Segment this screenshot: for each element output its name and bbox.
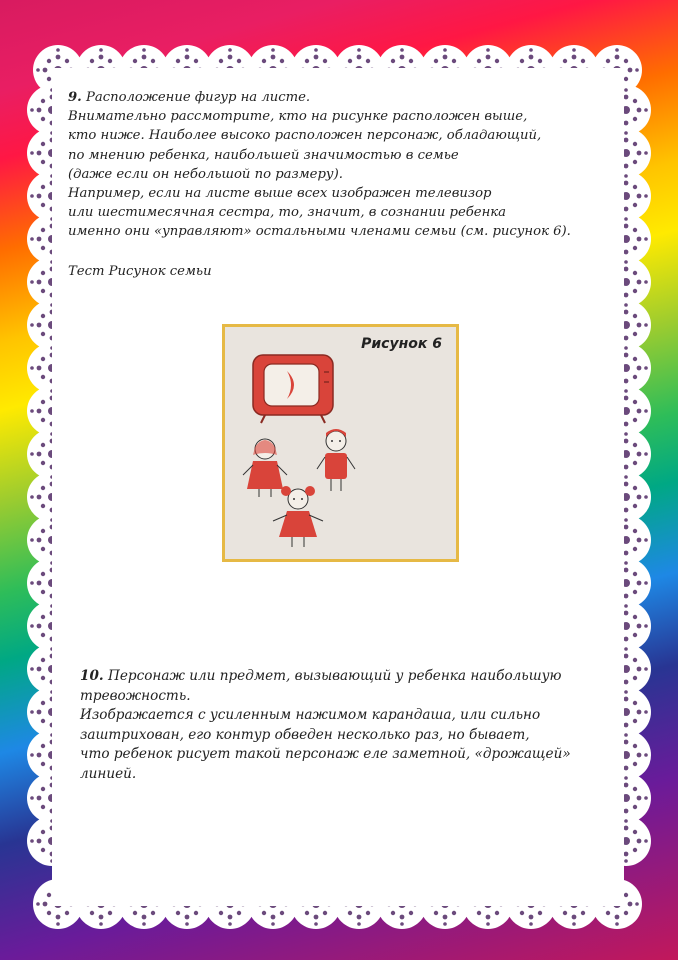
section-10-line: что ребенок рисует такой персонаж еле заметной, «дрожащей» bbox=[80, 746, 571, 763]
section-9-line: кто ниже. Наиболее высоко расположен персонаж, обладающий, bbox=[68, 128, 542, 144]
section-9-line: Внимательно рассмотрите, кто на рисунке расположен выше, bbox=[68, 109, 528, 125]
section-10-title-cont: тревожность. bbox=[80, 687, 191, 704]
section-9-number: 9. bbox=[68, 90, 82, 105]
section-10-line: линией. bbox=[80, 765, 137, 782]
test-label: Тест Рисунок семьи bbox=[68, 264, 212, 279]
tv-illustration bbox=[253, 355, 333, 423]
section-10-heading bbox=[80, 667, 620, 687]
figure-caption: Рисунок 6 bbox=[361, 336, 442, 352]
child-figure-left bbox=[243, 439, 287, 497]
section-9 bbox=[68, 88, 628, 242]
section-9-line: Например, если на листе выше всех изображен телевизор bbox=[68, 186, 492, 202]
section-9-line: по мнению ребенка, наибольшей значимостью в семье bbox=[68, 147, 459, 163]
section-10-number: 10. bbox=[80, 668, 104, 684]
section-9-line: или шестимесячная сестра, то, значит, в сознании ребенка bbox=[68, 205, 507, 221]
section-10-line: Изображается с усиленным нажимом карандаша, или сильно bbox=[80, 707, 541, 724]
section-10-line: заштрихован, его контур обведен несколько раз, но бывает, bbox=[80, 726, 530, 743]
family-drawing-illustration bbox=[225, 327, 456, 559]
section-9-line: именно они «управляют» остальными членами семьи (см. рисунок 6). bbox=[68, 224, 571, 240]
section-9-heading bbox=[68, 88, 628, 107]
section-9-title: Расположение фигур на листе. bbox=[85, 90, 311, 105]
section-10-title: Персонаж или предмет, вызывающий у ребенка наибольшую bbox=[107, 668, 562, 684]
child-figure-bottom bbox=[273, 486, 323, 547]
child-figure-right bbox=[317, 429, 355, 491]
section-9-line: (даже если он небольшой по размеру). bbox=[68, 166, 343, 182]
figure-6 bbox=[222, 324, 459, 562]
section-10 bbox=[80, 667, 620, 785]
